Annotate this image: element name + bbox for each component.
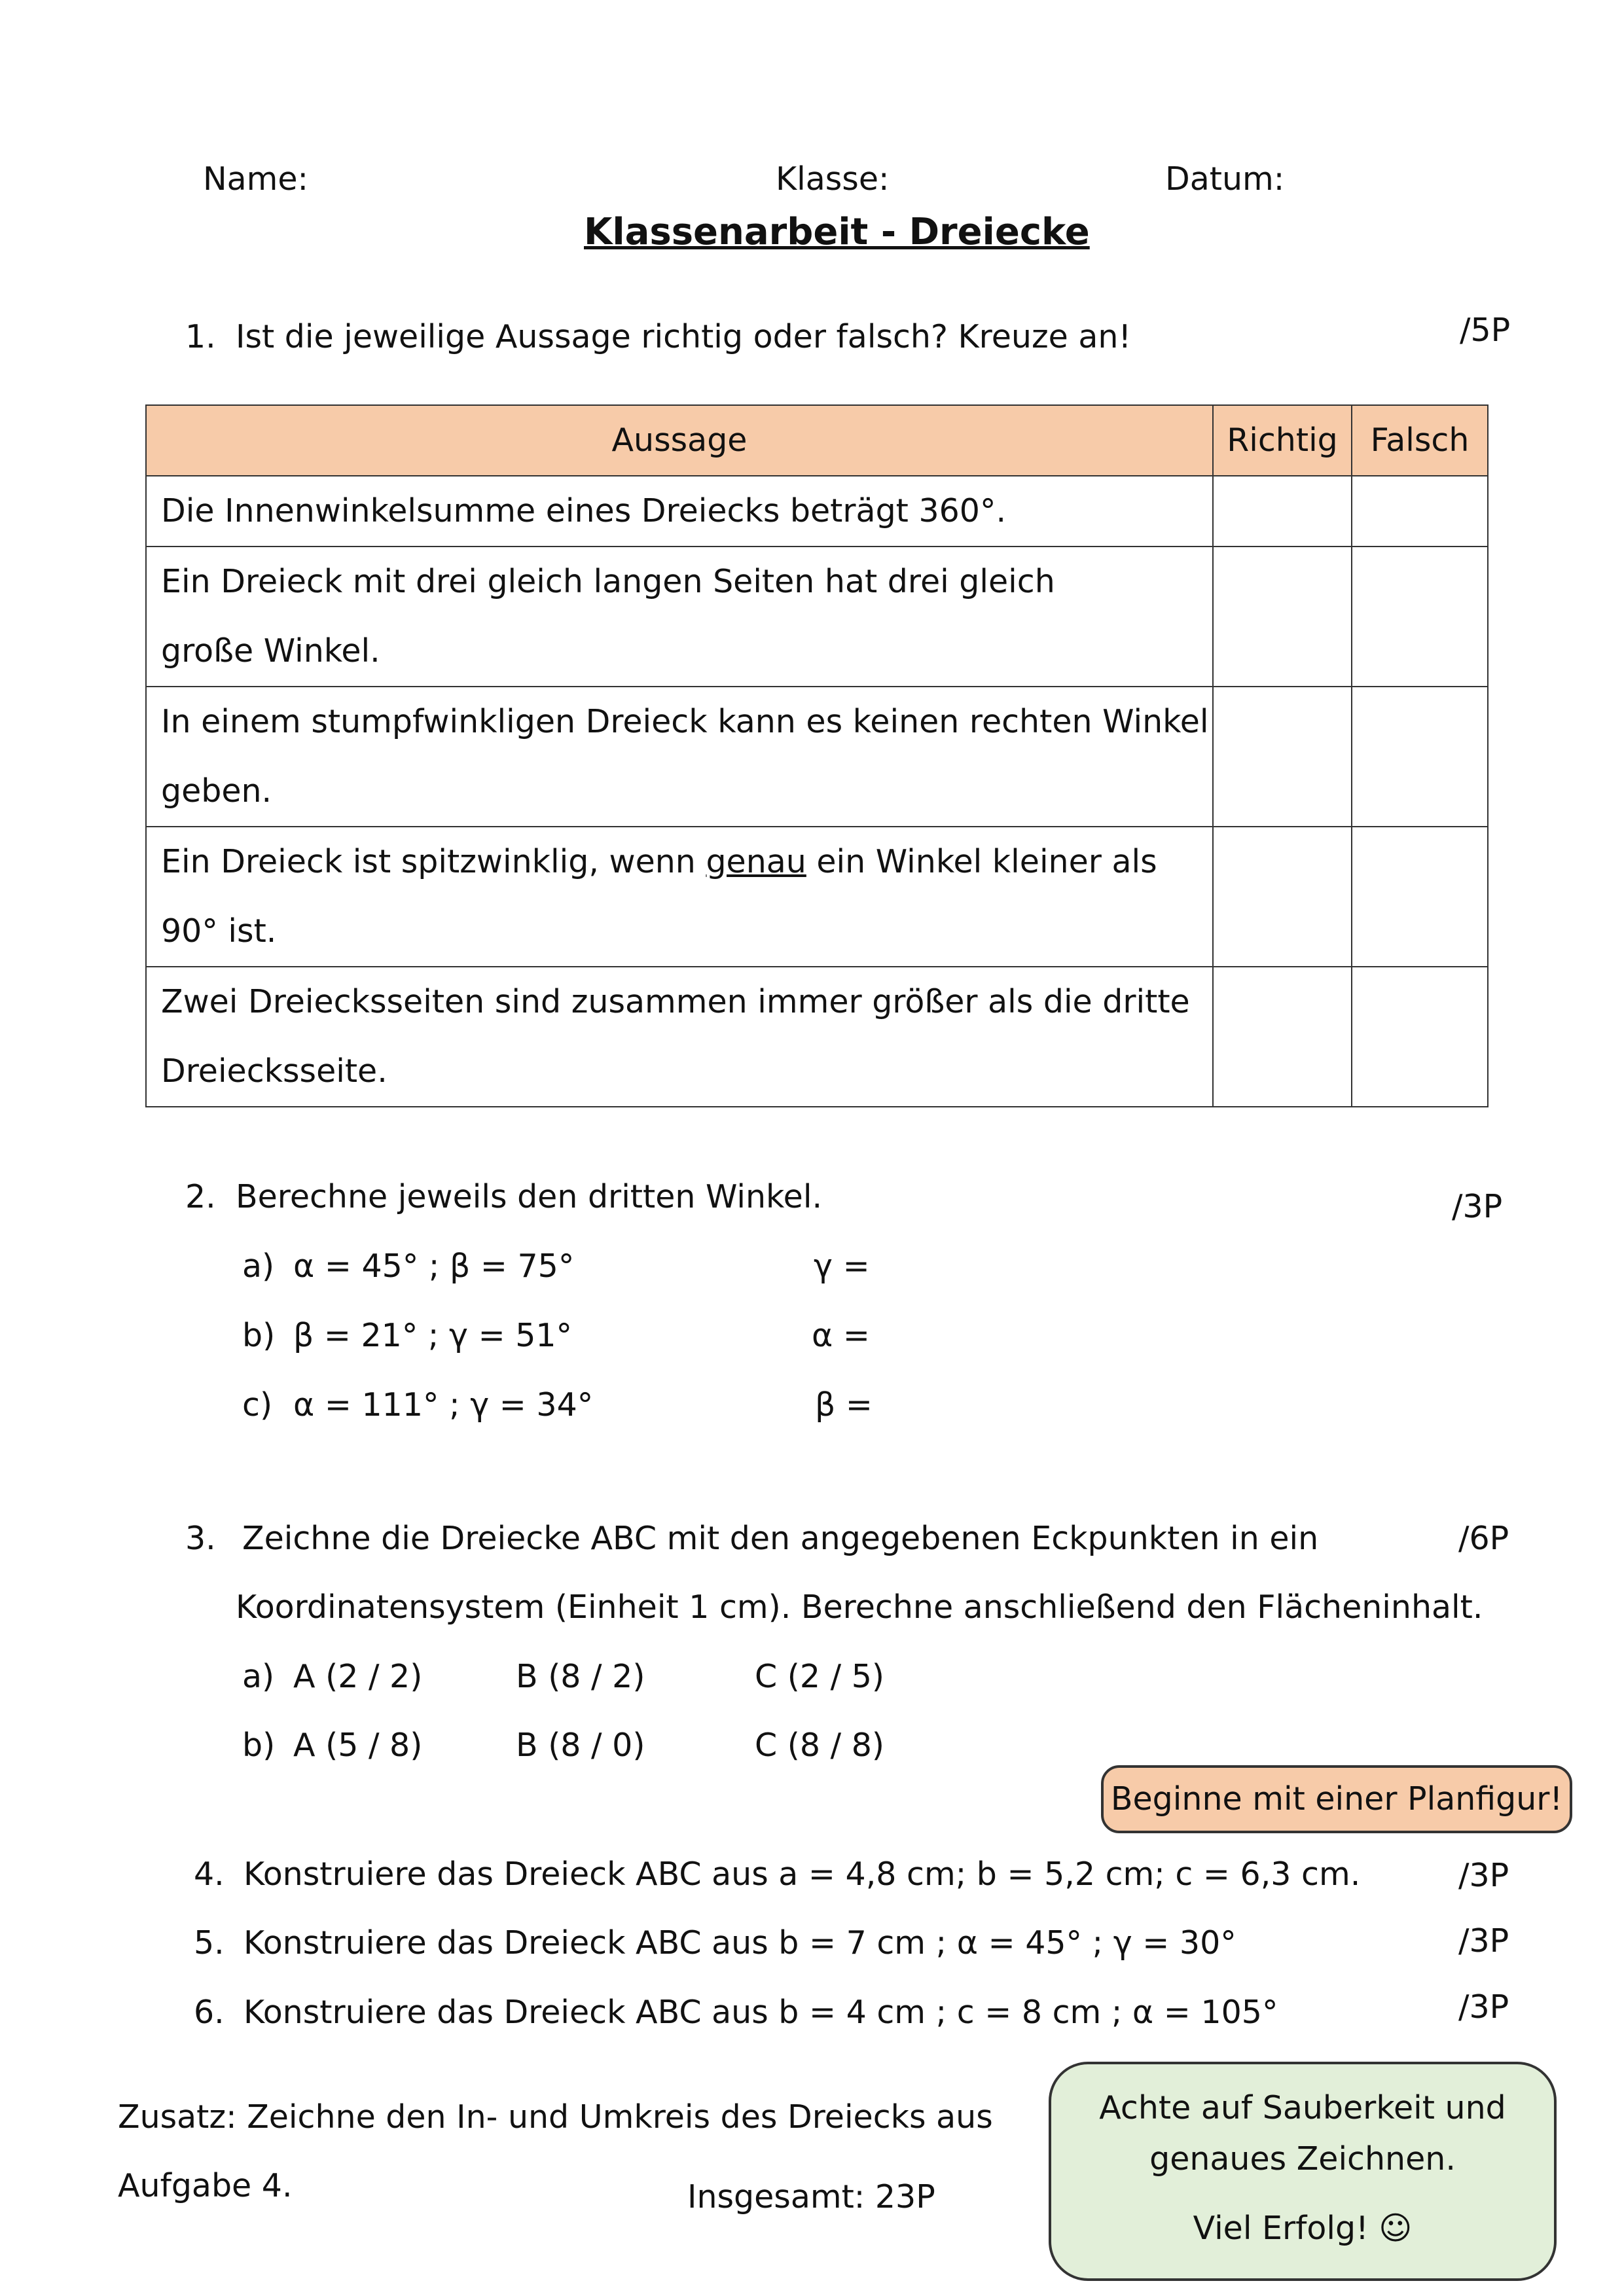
statement-cell: Die Innenwinkelsumme eines Dreiecks beträgt 360°. <box>146 476 1213 547</box>
class-label: Klasse: <box>776 160 890 198</box>
page-title: Klassenarbeit - Dreiecke <box>584 211 1090 253</box>
task3-line1: Zeichne die Dreiecke ABC mit den angegebenen Eckpunkten in ein <box>242 1520 1319 1557</box>
richtig-checkbox[interactable] <box>1213 967 1352 1107</box>
task5-text: Konstruiere das Dreieck ABC aus b = 7 cm ; α = 45° ; γ = 30° <box>244 1924 1236 1962</box>
task3-number: 3. <box>185 1520 216 1557</box>
task5-number: 5. <box>194 1924 225 1962</box>
task2-item-given: β = 21° ; γ = 51° <box>293 1317 573 1354</box>
task1-number: 1. <box>185 318 216 355</box>
richtig-checkbox[interactable] <box>1213 687 1352 827</box>
task2-item-label: c) <box>242 1386 273 1424</box>
task4-points: /3P <box>1458 1857 1509 1894</box>
task2-item-answer[interactable]: γ = <box>814 1247 870 1285</box>
header-falsch: Falsch <box>1352 405 1488 476</box>
statement-cell: Ein Dreieck mit drei gleich langen Seiten hat drei gleich große Winkel. <box>146 547 1213 687</box>
richtig-checkbox[interactable] <box>1213 547 1352 687</box>
good-luck-line3: Viel Erfolg! ☺ <box>1193 2210 1413 2247</box>
task3-line2: Koordinatensystem (Einheit 1 cm). Berechne anschließend den Flächeninhalt. <box>236 1588 1483 1626</box>
point-c: C (2 / 5) <box>755 1658 885 1695</box>
task3-item-label: a) <box>242 1658 275 1695</box>
task2-number: 2. <box>185 1178 216 1215</box>
task3-points: /6P <box>1458 1520 1509 1557</box>
table-header-row <box>146 405 1488 476</box>
task5-points: /3P <box>1458 1922 1509 1960</box>
task6-points: /3P <box>1458 1988 1509 2026</box>
good-luck-line1: Achte auf Sauberkeit und <box>1099 2089 1506 2126</box>
task2-item-given: α = 111° ; γ = 34° <box>293 1386 594 1424</box>
task2-item-answer[interactable]: α = <box>812 1317 870 1354</box>
planfigur-hint-box: Beginne mit einer Planfigur! <box>1101 1765 1572 1833</box>
table-row <box>146 547 1488 687</box>
task2-text: Berechne jeweils den dritten Winkel. <box>236 1178 823 1215</box>
point-c: C (8 / 8) <box>755 1727 885 1764</box>
point-b: B (8 / 0) <box>516 1727 645 1764</box>
task2-points: /3P <box>1452 1188 1503 1225</box>
underlined-word: genau <box>706 843 806 880</box>
task1-text: Ist die jeweilige Aussage richtig oder falsch? Kreuze an! <box>236 318 1132 355</box>
point-a: A (2 / 2) <box>293 1658 423 1695</box>
task2-item-label: a) <box>242 1247 275 1285</box>
header-aussage: Aussage <box>146 405 1213 476</box>
task6-number: 6. <box>194 1994 225 2031</box>
task3-item-label: b) <box>242 1727 276 1764</box>
total-points: Insgesamt: 23P <box>687 2178 935 2215</box>
table-row <box>146 476 1488 547</box>
date-label: Datum: <box>1165 160 1285 198</box>
statement-cell: Ein Dreieck ist spitzwinklig, wenn genau ein Winkel kleiner als 90° ist. <box>146 827 1213 967</box>
name-label: Name: <box>203 160 309 198</box>
richtig-checkbox[interactable] <box>1213 476 1352 547</box>
table-row <box>146 967 1488 1107</box>
statement-cell: In einem stumpfwinkligen Dreieck kann es keinen rechten Winkel geben. <box>146 687 1213 827</box>
task2-item-answer[interactable]: β = <box>815 1386 873 1424</box>
statement-cell: Zwei Dreiecksseiten sind zusammen immer größer als die dritte Dreiecksseite. <box>146 967 1213 1107</box>
table-row <box>146 687 1488 827</box>
falsch-checkbox[interactable] <box>1352 967 1488 1107</box>
point-b: B (8 / 2) <box>516 1658 645 1695</box>
falsch-checkbox[interactable] <box>1352 827 1488 967</box>
task6-text: Konstruiere das Dreieck ABC aus b = 4 cm ; c = 8 cm ; α = 105° <box>244 1994 1278 2031</box>
point-a: A (5 / 8) <box>293 1727 423 1764</box>
good-luck-line2: genaues Zeichnen. <box>1149 2140 1456 2178</box>
statement-table <box>145 404 1489 1107</box>
table-row <box>146 827 1488 967</box>
good-luck-box <box>1049 2062 1557 2281</box>
richtig-checkbox[interactable] <box>1213 827 1352 967</box>
falsch-checkbox[interactable] <box>1352 547 1488 687</box>
extra-task-line1: Zusatz: Zeichne den In- und Umkreis des Dreiecks aus <box>118 2098 993 2136</box>
header-richtig: Richtig <box>1213 405 1352 476</box>
task1-points: /5P <box>1460 312 1511 349</box>
task2-item-label: b) <box>242 1317 276 1354</box>
task4-text: Konstruiere das Dreieck ABC aus a = 4,8 cm; b = 5,2 cm; c = 6,3 cm. <box>244 1856 1361 1893</box>
falsch-checkbox[interactable] <box>1352 687 1488 827</box>
task4-number: 4. <box>194 1856 225 1893</box>
extra-task-line2: Aufgabe 4. <box>118 2167 293 2204</box>
task2-item-given: α = 45° ; β = 75° <box>293 1247 575 1285</box>
falsch-checkbox[interactable] <box>1352 476 1488 547</box>
